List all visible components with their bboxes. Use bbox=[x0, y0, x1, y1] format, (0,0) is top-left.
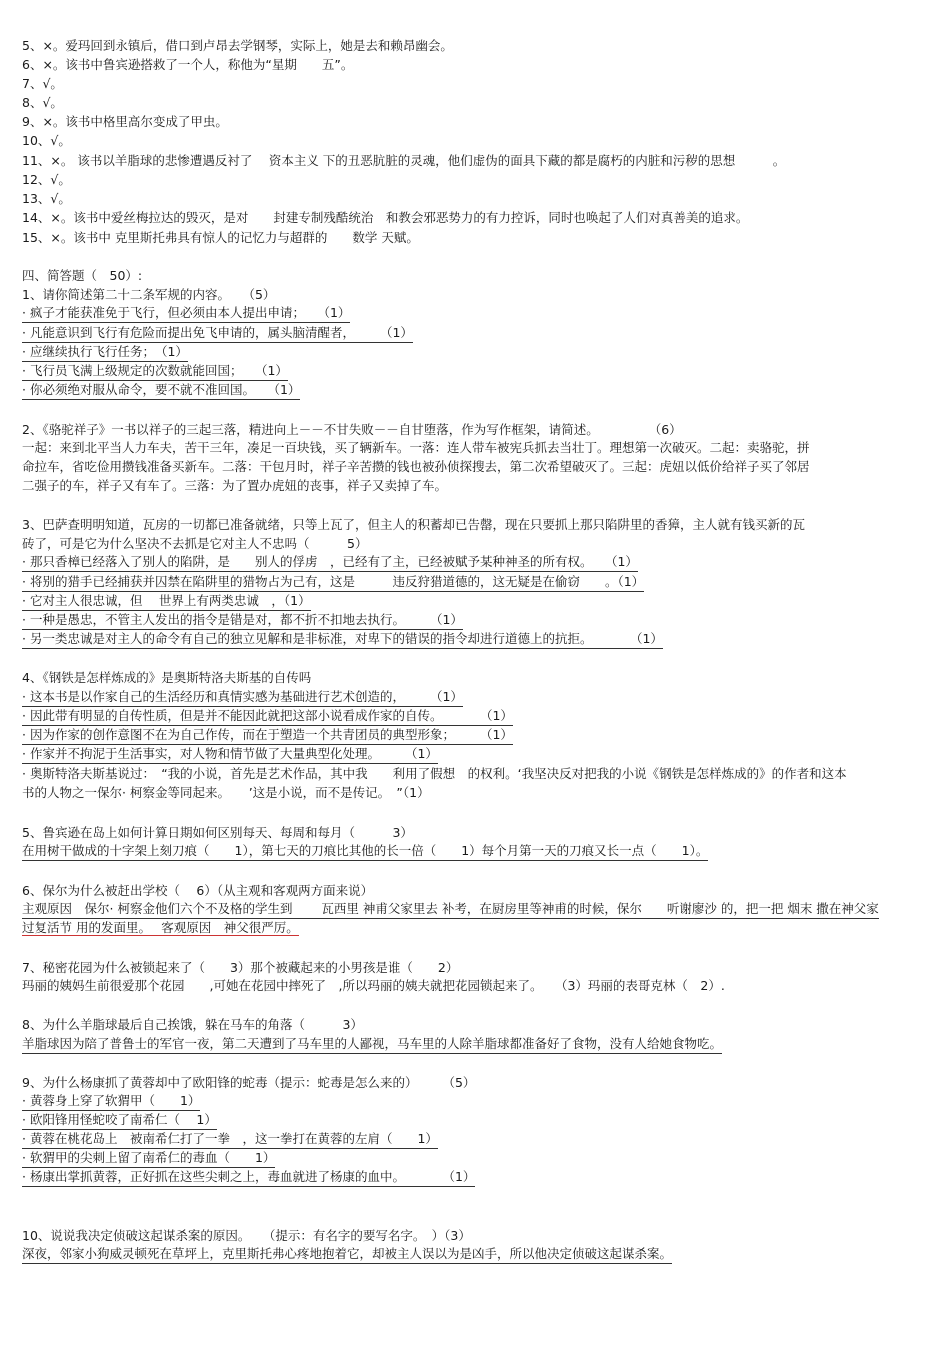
tf-answer-8: 8、√。 bbox=[22, 95, 63, 110]
q4-title: 4、《钢铁是怎样炼成的》是奥斯特洛夫斯基的自传吗 bbox=[22, 670, 312, 685]
q3-item: · 那只香樟已经落入了别人的陷阱，是 别人的俘虏 ，已经有了主，已经被赋予某种神圣的所有权。 （1） bbox=[22, 554, 638, 572]
q1-title: 1、请你简述第二十二条军规的内容。 （5） bbox=[22, 287, 276, 302]
q3-item: · 另一类忠诚是对主人的命令有自己的独立见解和是非标准，对卑下的错误的指令却进行道德上的抗拒。 （1） bbox=[22, 631, 663, 649]
q5-answer: 在用树干做成的十字架上刻刀痕（ 1），第七天的刀痕比其他的长一倍（ 1）每个月第一天的刀痕又长一点（ 1）。 bbox=[22, 843, 708, 861]
q2-answer-line: 一起：来到北平当人力车夫，苦干三年，凑足一百块钱，买了辆新车。一落：连人带车被宪兵抓去当壮丁。理想第一次破灭。二起：卖骆驼，拼 bbox=[22, 440, 810, 455]
q1-item: · 凡能意识到飞行有危险而提出免飞申请的，属头脑清醒者， （1） bbox=[22, 325, 413, 343]
section-title: 四、简答题（ 50）: bbox=[22, 268, 143, 283]
q4-item: · 作家并不拘泥于生活事实，对人物和情节做了大量典型化处理。 （1） bbox=[22, 746, 438, 764]
q3-item: · 它对主人很忠诚，但 世界上有两类忠诚 ，（1） bbox=[22, 593, 311, 611]
q3-item: · 一种是愚忠，不管主人发出的指令是错是对，都不折不扣地去执行。 （1） bbox=[22, 612, 463, 630]
q3-item: · 将别的猎手已经捕获并囚禁在陷阱里的猎物占为己有，这是 违反狩猎道德的，这无疑是在偷窃 。（1） bbox=[22, 574, 644, 592]
q9-title: 9、为什么杨康抓了黄蓉却中了欧阳锋的蛇毒（提示：蛇毒是怎么来的） （5） bbox=[22, 1075, 476, 1090]
q3-title: 3、巴萨查明明知道，瓦房的一切都已准备就绪，只等上瓦了，但主人的积蓄却已告罄，现在只要抓上那只陷阱里的香獐，主人就有钱买新的瓦 bbox=[22, 517, 805, 532]
q6-answer-line: 主观原因 保尔· 柯察金他们六个不及格的学生到 瓦西里 神甫父家里去 补考，在厨房里等神甫的时候，保尔 听谢廖沙 的，把一把 烟末 撒在神父家 bbox=[22, 901, 879, 919]
q1-item: · 疯子才能获准免于飞行，但必须由本人提出申请； （1） bbox=[22, 305, 350, 323]
q6-title: 6、保尔为什么被赶出学校（ 6）（从主观和客观两方面来说） bbox=[22, 883, 374, 898]
tf-answer-10: 10、√。 bbox=[22, 133, 71, 148]
tf-answer-14: 14、×。该书中爱丝梅拉达的毁灭，是对 封建专制残酷统治 和教会邪恶势力的有力控诉，同时也唤起了人们对真善美的追求。 bbox=[22, 210, 749, 225]
tf-answer-9: 9、×。该书中格里高尔变成了甲虫。 bbox=[22, 114, 228, 129]
q10-answer: 深夜，邻家小狗威灵顿死在草坪上，克里斯托弗心疼地抱着它，却被主人误以为是凶手，所以他决定侦破这起谋杀案。 bbox=[22, 1246, 672, 1264]
q4-item-tail: 书的人物之一保尔· 柯察金等同起来。 ’这是小说，而不是传记。 ”（1） bbox=[22, 785, 430, 800]
q8-title: 8、为什么羊脂球最后自己挨饿，躲在马车的角落（ 3） bbox=[22, 1017, 363, 1032]
q4-item: · 奥斯特洛夫斯基说过： “我的小说，首先是艺术作品，其中我 利用了假想 的权利。‘我坚决反对把我的小说《钢铁是怎样炼成的》的作者和这本 bbox=[22, 766, 847, 781]
q4-item: · 因此带有明显的自传性质，但是并不能因此就把这部小说看成作家的自传。 （1） bbox=[22, 708, 513, 726]
q7-answer: 玛丽的姨妈生前很爱那个花园 ,可她在花园中摔死了 ,所以玛丽的姨夫就把花园锁起来了。 （3）玛丽的表哥克林（ 2）. bbox=[22, 978, 725, 993]
q9-item: · 软猬甲的尖刺上留了南希仁的毒血（ 1） bbox=[22, 1150, 275, 1168]
q9-item: · 黄蓉身上穿了软猬甲（ 1） bbox=[22, 1093, 200, 1111]
q2-answer-line: 命拉车，省吃俭用攒钱准备买新车。二落：干包月时，祥子辛苦攒的钱也被孙侦探搜去，第二次希望破灭了。三起：虎妞以低价给祥子买了邻居 bbox=[22, 459, 810, 474]
q6-answer-line: 过复活节 用的发面里。 客观原因 神父很严厉。 bbox=[22, 920, 299, 935]
q9-item: · 杨康出掌抓黄蓉，正好抓在这些尖刺之上，毒血就进了杨康的血中。 （1） bbox=[22, 1169, 475, 1187]
q1-item: · 应继续执行飞行任务； （1） bbox=[22, 344, 188, 362]
q2-answer-line: 二强子的车，祥子又有车了。三落：为了置办虎妞的丧事，祥子又卖掉了车。 bbox=[22, 478, 448, 493]
q4-item: · 这本书是以作家自己的生活经历和真情实感为基础进行艺术创造的， （1） bbox=[22, 689, 463, 707]
tf-answer-12: 12、√。 bbox=[22, 172, 71, 187]
tf-answer-11: 11、×。 该书以羊脂球的悲惨遭遇反衬了 资本主义 下的丑恶肮脏的灵魂，他们虚伪的面具下藏的都是腐朽的内脏和污秽的思想 。 bbox=[22, 153, 786, 168]
q1-item: · 飞行员飞满上级规定的次数就能回国； （1） bbox=[22, 363, 288, 381]
tf-answer-7: 7、√。 bbox=[22, 76, 63, 91]
q10-title: 10、说说我决定侦破这起谋杀案的原因。 （提示：有名字的要写名字。 ）（3） bbox=[22, 1228, 471, 1243]
q5-title: 5、鲁宾逊在岛上如何计算日期如何区别每天、每周和每月（ 3） bbox=[22, 825, 413, 840]
q2-title: 2、《骆驼祥子》一书以祥子的三起三落，精进向上－－不甘失败－－自甘堕落，作为写作框架，请简述。 （6） bbox=[22, 422, 682, 437]
q7-title: 7、秘密花园为什么被锁起来了（ 3）那个被藏起来的小男孩是谁（ 2） bbox=[22, 960, 459, 975]
q1-item: · 你必须绝对服从命令，要不就不准回国。 （1） bbox=[22, 382, 300, 400]
tf-answer-5: 5、×。爱玛回到永镇后，借口到卢昂去学钢琴，实际上，她是去和赖昂幽会。 bbox=[22, 38, 453, 53]
q9-item: · 黄蓉在桃花岛上 被南希仁打了一拳 ，这一拳打在黄蓉的左肩（ 1） bbox=[22, 1131, 438, 1149]
tf-answer-13: 13、√。 bbox=[22, 191, 71, 206]
q4-item: · 因为作家的创作意图不在为自己作传，而在于塑造一个共青团员的典型形象； （1） bbox=[22, 727, 513, 745]
q8-answer: 羊脂球因为陪了普鲁士的军官一夜，第二天遭到了马车里的人鄙视，马车里的人除羊脂球都准备好了食物，没有人给她食物吃。 bbox=[22, 1036, 722, 1054]
tf-answer-15: 15、×。该书中 克里斯托弗具有惊人的记忆力与超群的 数学 天赋。 bbox=[22, 230, 419, 245]
q3-title-cont: 砖了，可是它为什么坚决不去抓是它对主人不忠吗（ 5） bbox=[22, 536, 368, 551]
tf-answer-6: 6、×。该书中鲁宾逊搭救了一个人，称他为“星期 五”。 bbox=[22, 57, 354, 72]
q9-item: · 欧阳锋用怪蛇咬了南希仁（ 1） bbox=[22, 1112, 217, 1130]
